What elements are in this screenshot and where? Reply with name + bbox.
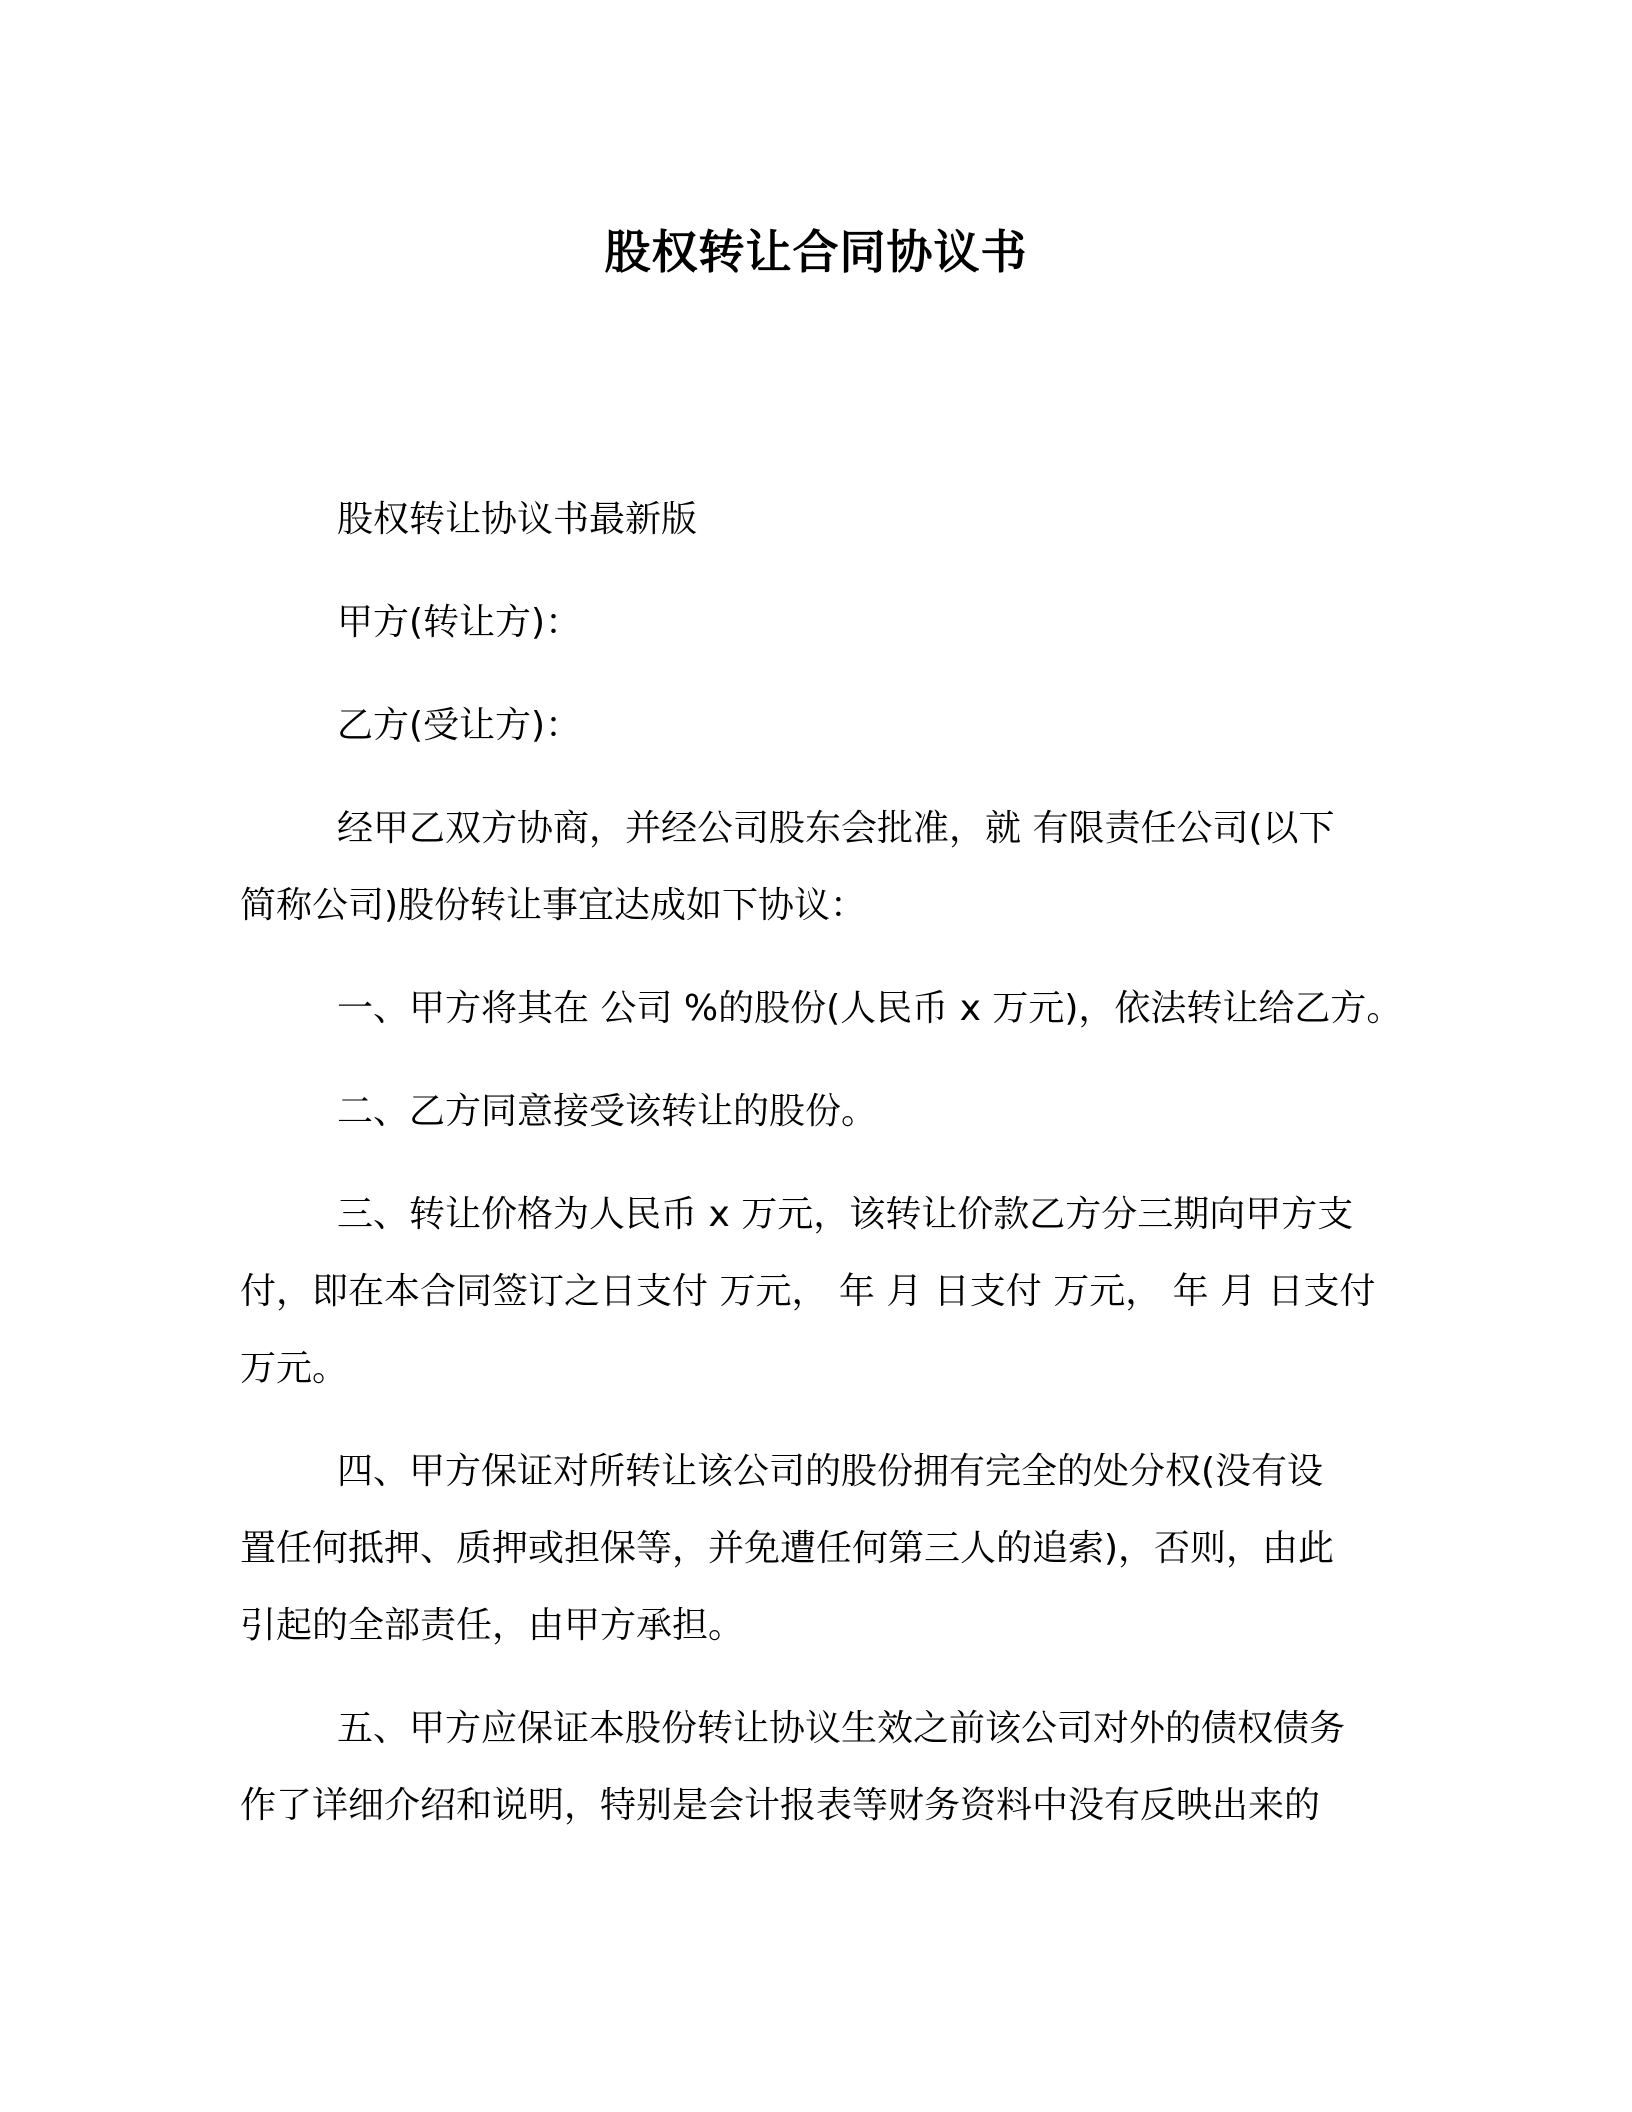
- subtitle-line: 股权转让协议书最新版: [337, 499, 698, 540]
- document-title: 股权转让合同协议书: [604, 225, 1028, 279]
- party-a-line: 甲方(转让方)：: [337, 602, 582, 643]
- clause-3-line-3: 万元。: [240, 1348, 349, 1389]
- clause-5-line-2: 作了详细介绍和说明，特别是会计报表等财务资料中没有反映出来的: [240, 1785, 1321, 1826]
- preamble-line-2: 简称公司)股份转让事宜达成如下协议：: [240, 885, 867, 926]
- clause-4-line-2: 置任何抵押、质押或担保等，并免遭任何第三人的追索)，否则，由此: [240, 1528, 1335, 1569]
- party-b-line: 乙方(受让方)：: [337, 705, 582, 746]
- preamble-line-1: 经甲乙双方协商，并经公司股东会批准，就 有限责任公司(以下: [337, 808, 1335, 849]
- clause-4-line-3: 引起的全部责任，由甲方承担。: [240, 1605, 745, 1646]
- clause-3-line-1: 三、转让价格为人民币 x 万元，该转让价款乙方分三期向甲方支: [337, 1194, 1354, 1235]
- clause-5-line-1: 五、甲方应保证本股份转让协议生效之前该公司对外的债权债务: [337, 1708, 1346, 1749]
- clause-2-line-1: 二、乙方同意接受该转让的股份。: [337, 1091, 878, 1132]
- clause-4-line-1: 四、甲方保证对所转让该公司的股份拥有完全的处分权(没有设: [337, 1451, 1324, 1492]
- clause-3-line-2: 付，即在本合同签订之日支付 万元， 年 月 日支付 万元， 年 月 日支付: [240, 1271, 1376, 1312]
- clause-1-line-1: 一、甲方将其在 公司 %的股份(人民币 x 万元)，依法转让给乙方。: [337, 988, 1403, 1029]
